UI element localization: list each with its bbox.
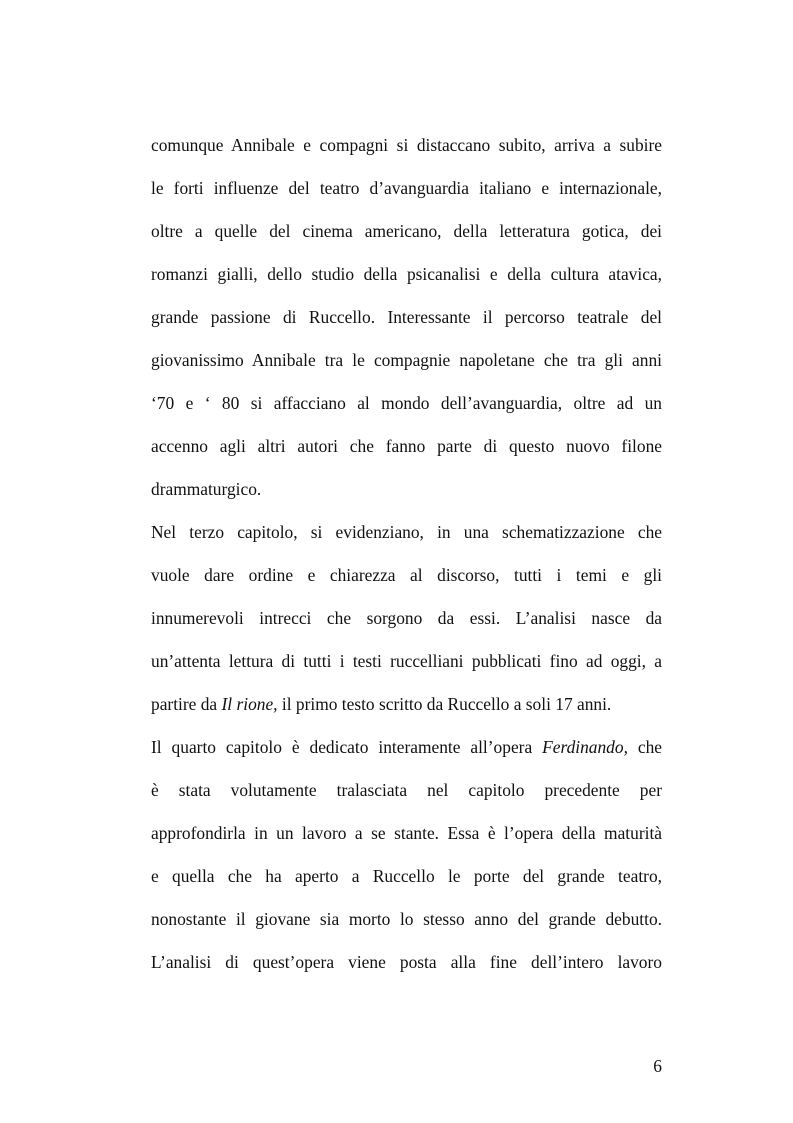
text-span: il primo testo scritto da Ruccello a soli 17 anni.	[277, 694, 612, 714]
text-line: comunque Annibale e compagni si distaccano subito, arriva a subire	[151, 135, 662, 155]
text-line: oltre a quelle del cinema americano, della letteratura gotica, dei	[151, 221, 662, 241]
body-text	[151, 127, 662, 987]
text-line	[151, 686, 662, 729]
text-line: e quella che ha aperto a Ruccello le porte del grande teatro,	[151, 866, 662, 886]
text-span: che	[627, 737, 663, 757]
text-line: è stata volutamente tralasciata nel capitolo precedente per	[151, 780, 662, 800]
text-line: giovanissimo Annibale tra le compagnie napoletane che tra gli anni	[151, 350, 662, 370]
text-line: grande passione di Ruccello. Interessante il percorso teatrale del	[151, 307, 662, 327]
text-line: ‘70 e ‘ 80 si affacciano al mondo dell’avanguardia, oltre ad un	[151, 393, 662, 413]
text-line: accenno agli altri autori che fanno parte di questo nuovo filone	[151, 436, 662, 456]
italic-title: Ferdinando,	[542, 737, 628, 757]
page-number: 6	[653, 1056, 662, 1076]
text-span: Il quarto capitolo è dedicato interamente all’opera	[151, 737, 543, 757]
text-line: approfondirla in un lavoro a se stante. Essa è l’opera della maturità	[151, 823, 662, 843]
text-line: drammaturgico.	[151, 479, 262, 499]
text-line: Nel terzo capitolo, si evidenziano, in una schematizzazione che	[151, 522, 662, 542]
italic-title: Il rione,	[221, 694, 278, 714]
text-line: nonostante il giovane sia morto lo stesso anno del grande debutto.	[151, 909, 662, 929]
text-line: un’attenta lettura di tutti i testi ruccelliani pubblicati fino ad oggi, a	[151, 651, 662, 671]
text-line: innumerevoli intrecci che sorgono da essi. L’analisi nasce da	[151, 608, 662, 628]
text-line: L’analisi di quest’opera viene posta alla fine dell’intero lavoro	[151, 952, 662, 972]
text-line: le forti influenze del teatro d’avanguardia italiano e internazionale,	[151, 178, 662, 198]
text-line: vuole dare ordine e chiarezza al discorso, tutti i temi e gli	[151, 565, 662, 585]
text-span: partire da	[151, 694, 222, 714]
text-line: romanzi gialli, dello studio della psicanalisi e della cultura atavica,	[151, 264, 662, 284]
text-line	[151, 729, 662, 772]
